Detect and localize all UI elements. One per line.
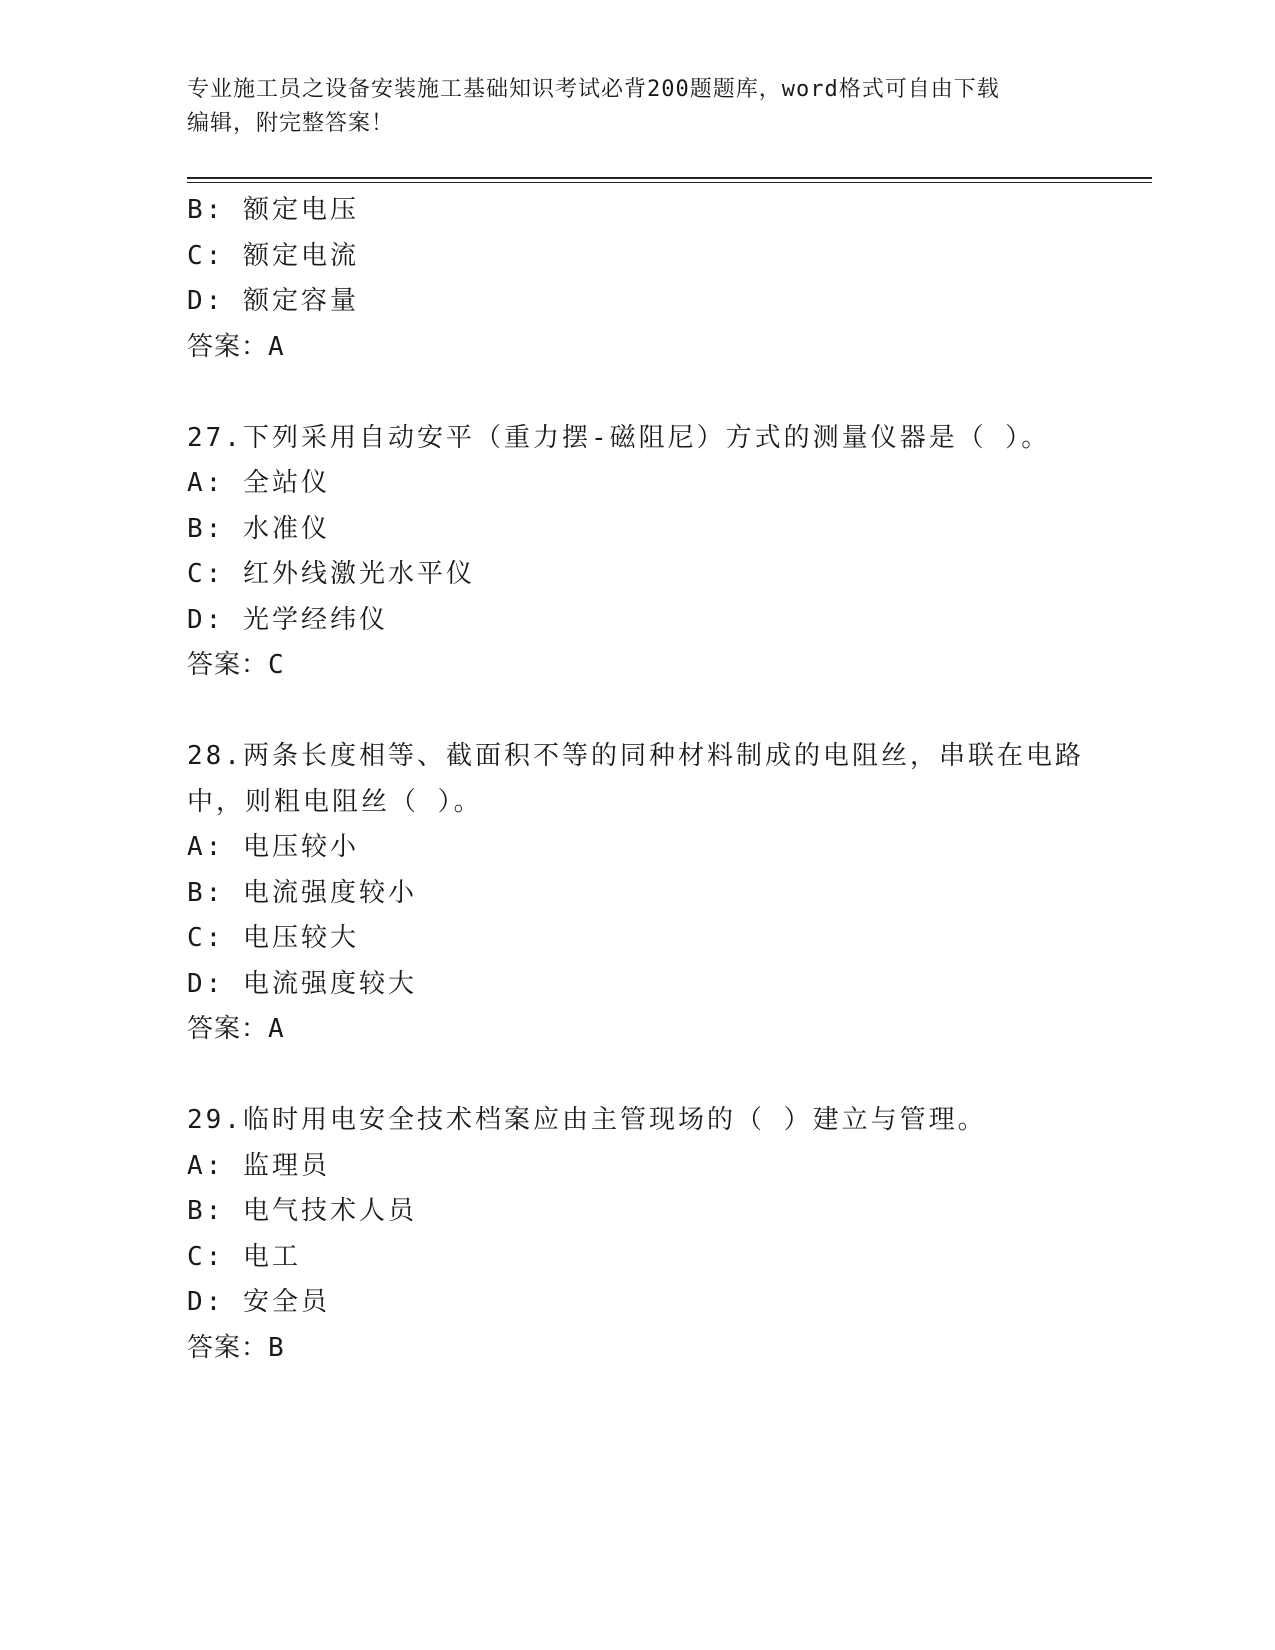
header-line-2: 编辑，附完整答案！ — [187, 111, 395, 136]
option-c: C: 电工 — [187, 1241, 301, 1272]
header-line-1: 专业施工员之设备安装施工基础知识考试必背200题题库，word格式可自由下载 — [187, 77, 1000, 102]
option-b: B: 额定电压 — [187, 195, 359, 225]
option-b: B: 电气技术人员 — [187, 1196, 417, 1226]
spacer — [187, 1053, 1087, 1099]
option-b: B: 电流强度较小 — [187, 877, 417, 908]
option-a: A: 全站仪 — [187, 468, 330, 498]
option-d: D: 电流强度较大 — [187, 968, 417, 999]
document-header — [187, 73, 1087, 141]
answer-line: 答案：B — [187, 1332, 285, 1363]
option-d: D: 额定容量 — [187, 286, 359, 316]
option-a: A: 监理员 — [187, 1150, 330, 1181]
question-26-tail — [187, 188, 1087, 370]
spacer — [187, 689, 1087, 735]
question-27 — [187, 416, 1087, 689]
option-c: C: 红外线激光水平仪 — [187, 559, 475, 589]
option-d: D: 安全员 — [187, 1287, 330, 1317]
question-29 — [187, 1098, 1087, 1371]
answer-line: 答案：A — [187, 1014, 285, 1044]
question-text-line-2: 中，则粗电阻丝（ ）。 — [187, 786, 483, 817]
option-a: A: 电压较小 — [187, 832, 359, 862]
option-c: C: 额定电流 — [187, 240, 359, 271]
option-c: C: 电压较大 — [187, 923, 359, 953]
option-b: B: 水准仪 — [187, 513, 330, 544]
option-d: D: 光学经纬仪 — [187, 604, 388, 635]
answer-line: 答案：C — [187, 650, 285, 680]
question-text-line-1: 28.两条长度相等、截面积不等的同种材料制成的电阻丝，串联在电路 — [187, 741, 1084, 771]
spacer — [187, 370, 1087, 416]
header-divider-thin — [187, 182, 1152, 183]
header-divider-thick — [187, 177, 1152, 179]
question-28 — [187, 734, 1087, 1053]
question-list — [187, 188, 1087, 1371]
answer-line: 答案：A — [187, 331, 285, 362]
question-text: 27.下列采用自动安平（重力摆-磁阻尼）方式的测量仪器是（ ）。 — [187, 422, 1051, 453]
question-text: 29.临时用电安全技术档案应由主管现场的（ ）建立与管理。 — [187, 1105, 987, 1135]
